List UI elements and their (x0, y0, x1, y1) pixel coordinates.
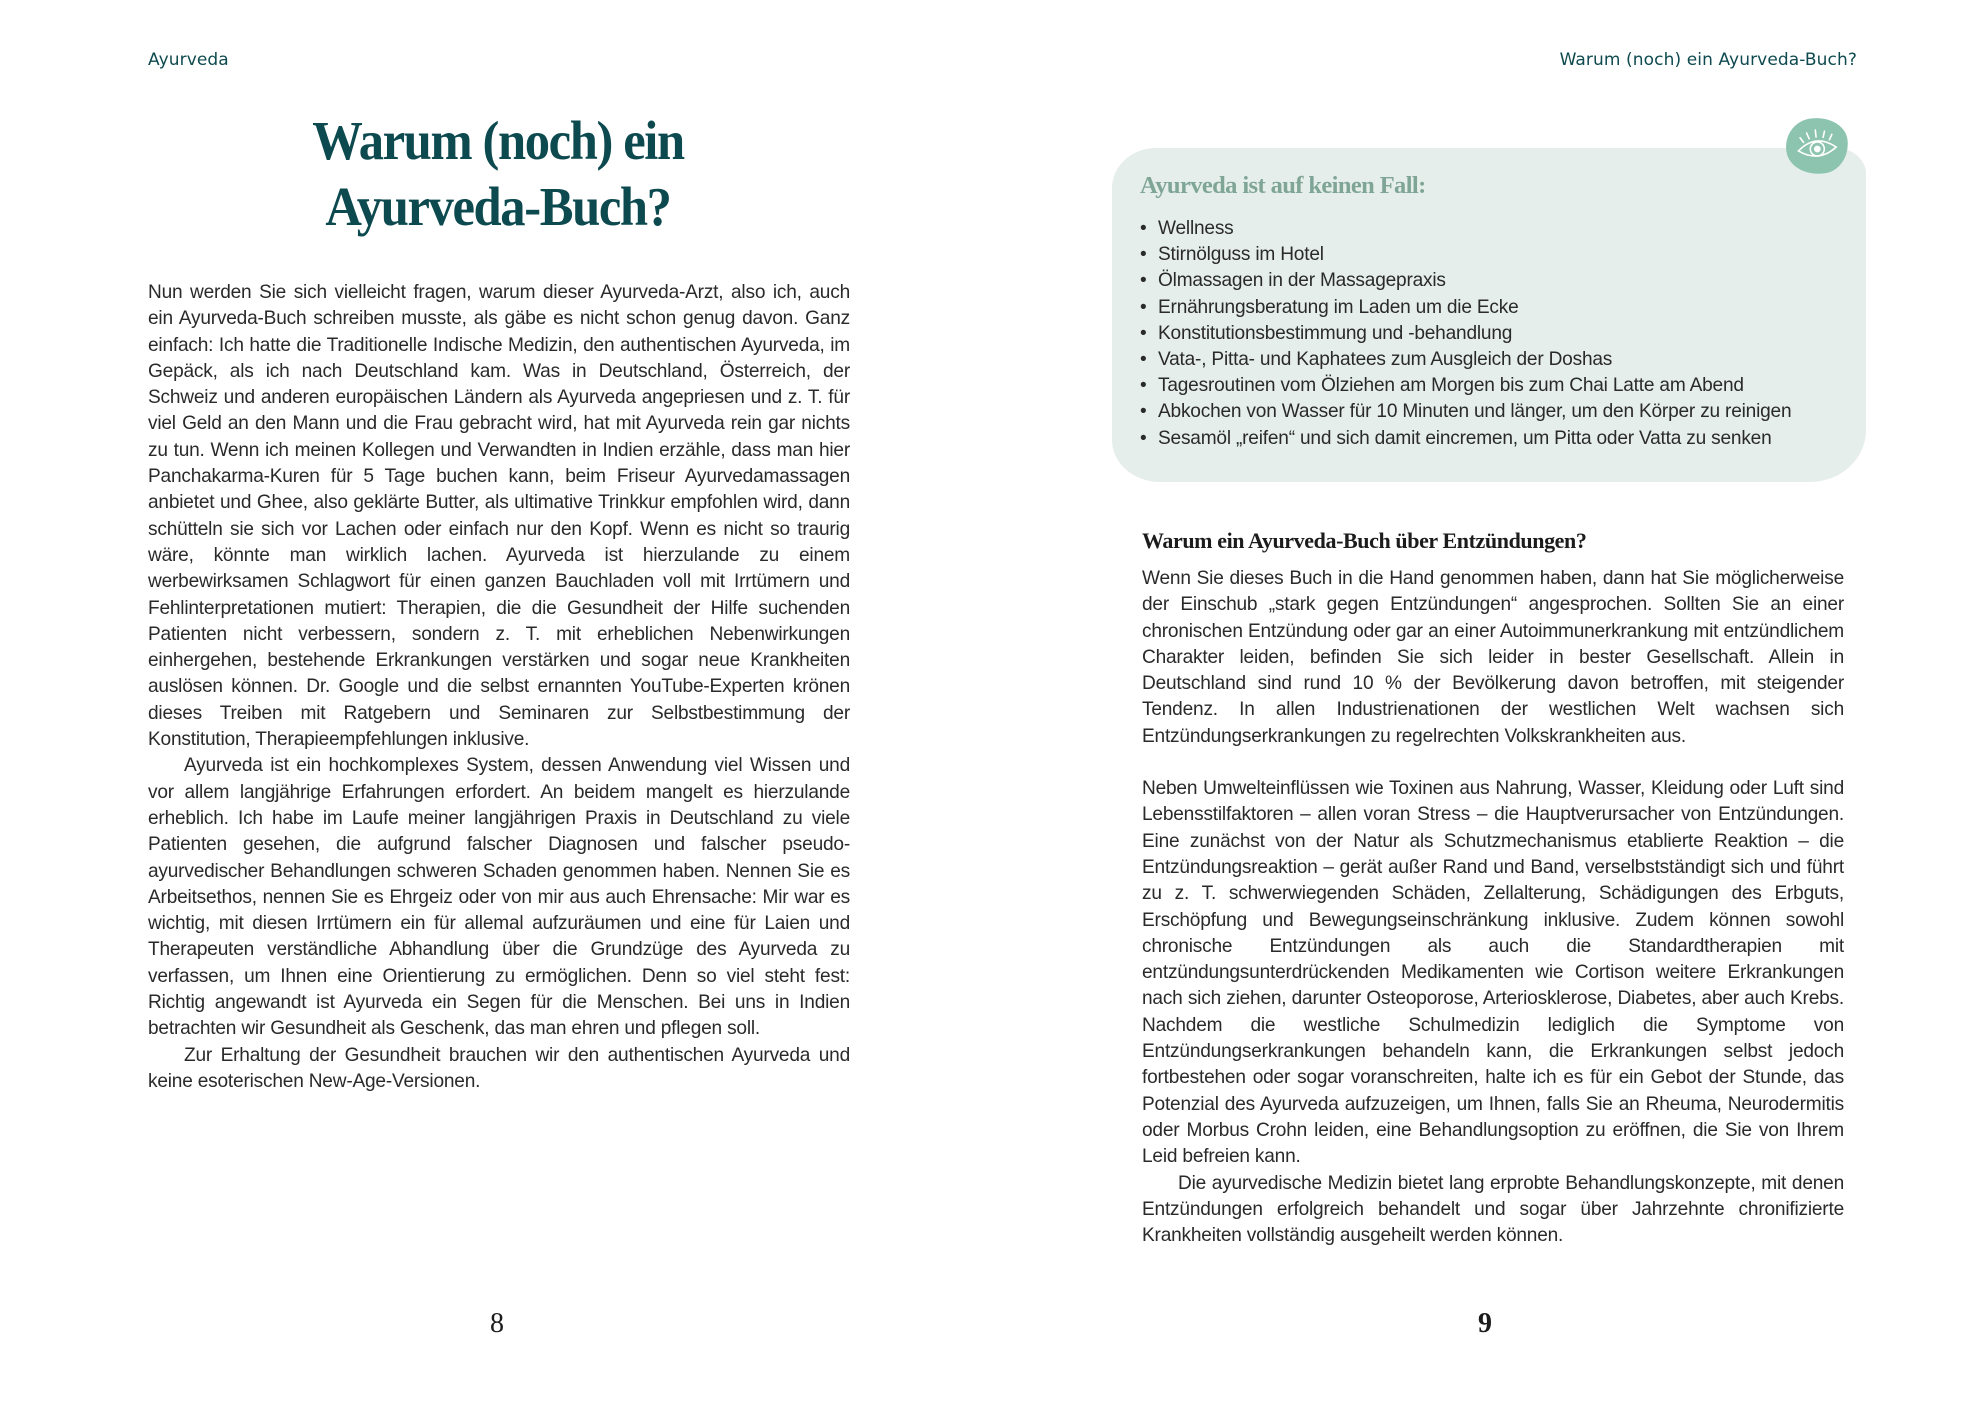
left-body-text (148, 280, 850, 1095)
running-head-right: Warum (noch) ein Ayurveda-Buch? (1559, 50, 1857, 70)
paragraph: Nun werden Sie sich vielleicht fragen, warum dieser Ayurveda-Arzt, also ich, auch ein Ayurveda-Buch schreiben musste, als gäbe es nicht schon genug davon. Ganz einfach: Ich hatte die Traditionelle Indische Medizin, den authentischen Ayurveda, im Gepäck, als ich nach Deutschland kam. Was in Deutschland, Österreich, der Schweiz und anderen europäischen Ländern als Ayurveda angepriesen und z. T. für viel Geld an den Mann und die Frau gebracht wird, hat mit Ayurveda rein gar nichts zu tun. Wenn ich meinen Kollegen und Verwandten in Indien erzähle, dass man hier Panchakarma-Kuren für 5 Tage buchen kann, beim Friseur Ayurvedamassagen anbietet und Ghee, also geklärte Butter, als ultimative Trinkkur empfohlen wird, dann schütteln sie sich vor Lachen oder einfach nur den Kopf. Wenn es nicht so traurig wäre, könnte man wirklich lachen. Ayurveda ist hierzulande zu einem werbewirksamen Schlagwort für einen ganzen Bauchladen voll mit Irrtümern und Fehlinterpretationen mutiert: Therapien, die die Gesundheit der Hilfe suchenden Patienten nicht verbessern, sondern z. T. mit erheblichen Nebenwirkungen einhergehen, bestehende Erkrankungen verstärken und sogar neue Krankheiten auslösen können. Dr. Google und die selbst ernannten YouTube-Experten krönen dieses Treiben mit Ratgebern und Seminaren zur Selbstbestimmung der Konstitution, Therapieempfehlungen inklusive. (148, 282, 850, 751)
chapter-title-line-1: Warum (noch) ein (312, 110, 684, 171)
list-item: • Sesamöl „reifen“ und sich damit eincremen, um Pitta oder Vatta zu senken (1140, 426, 1791, 452)
page-number-left: 8 (490, 1308, 504, 1339)
paragraph: Neben Umwelteinflüssen wie Toxinen aus Nahrung, Wasser, Kleidung oder Luft sind Lebensstilfaktoren – allen voran Stress – die Hauptverursacher von Entzündungen. Eine zunächst von der Natur als Schutzmechanismus etablierte Reaktion – die Entzündungsreaktion – gerät außer Rand und Band, verselbstständigt sich und führt zu z. T. schwerwiegenden Schäden, Zellalterung, Schädigungen des Erbguts, Erschöpfung und Bewegungseinschränkung inklusive. Zudem können sowohl chronische Entzündungen als auch die Standardtherapien mit entzündungsunterdrückenden Medikamenten wie Cortison weitere Erkrankungen nach sich ziehen, darunter Osteoporose, Arteriosklerose, Diabetes, aber auch Krebs. Nachdem die westliche Schulmedizin lediglich die Symptome von Entzündungserkrankungen behandeln kann, die Erkrankungen selbst jedoch fortbestehen oder sogar voranschreiten, halte ich es für ein Gebot der Stunde, das Potenzial des Ayurveda aufzuzeigen, um Ihnen, falls Sie an Rheuma, Neurodermitis oder Morbus Crohn leiden, eine Behandlungsoption zu eröffnen, die Sie von Ihrem Leid befreien kann. (1142, 778, 1844, 1168)
list-item: • Vata-, Pitta- und Kaphatees zum Ausgleich der Doshas (1140, 347, 1791, 373)
list-item: • Stirnölguss im Hotel (1140, 242, 1791, 268)
paragraph: Ayurveda ist ein hochkomplexes System, dessen Anwendung viel Wissen und vor allem langjährige Erfahrungen erfordert. An beidem mangelt es hierzulande erheblich. Ich habe im Laufe meiner langjährigen Praxis in Deutschland zu viele Patienten gesehen, die aufgrund falscher Diagnosen und falscher pseudo-ayurvedischer Behandlungen schweren Schaden genommen haben. Nennen Sie es Arbeitsethos, nennen Sie es Ehrgeiz oder von mir aus auch Ehrensache: Mir war es wichtig, mit diesen Irrtümern ein für allemal aufzuräumen und eine für Laien und Therapeuten verständliche Abhandlung über die Grundzüge des Ayurveda zu verfassen, um Ihnen eine Orientierung zu ermöglichen. Denn so viel steht fest: Richtig angewandt ist Ayurveda ein Segen für die Menschen. Bei uns in Indien betrachten wir Gesundheit als Geschenk, das man ehren und pflegen soll. (148, 755, 850, 1040)
paragraph: Zur Erhaltung der Gesundheit brauchen wir den authentischen Ayurveda und keine esoterischen New-Age-Versionen. (148, 1044, 850, 1092)
callout-heading: Ayurveda ist auf keinen Fall: (1140, 172, 1426, 199)
page-number-right: 9 (1478, 1308, 1492, 1339)
chapter-title (176, 108, 820, 240)
right-body-text (1142, 566, 1844, 1249)
chapter-title-line-2: Ayurveda-Buch? (325, 176, 671, 237)
list-item: • Ernährungsberatung im Laden um die Ecke (1140, 295, 1791, 321)
list-item: • Wellness (1140, 216, 1791, 242)
callout-list (1140, 216, 1791, 452)
list-item: • Konstitutionsbestimmung und -behandlung (1140, 321, 1791, 347)
callout-box (1112, 148, 1866, 482)
list-item: • Tagesroutinen vom Ölziehen am Morgen bis zum Chai Latte am Abend (1140, 373, 1791, 399)
list-item: • Abkochen von Wasser für 10 Minuten und länger, um den Körper zu reinigen (1140, 399, 1791, 425)
paragraph: Die ayurvedische Medizin bietet lang erprobte Behandlungskonzepte, mit denen Entzündungen erfolgreich behandelt und sogar über Jahrzehnte chronifizierte Krankheiten vollständig ausgeheilt werden können. (1142, 1172, 1844, 1247)
list-item: • Ölmassagen in der Massagepraxis (1140, 268, 1791, 294)
running-head-left: Ayurveda (148, 50, 229, 70)
paragraph: Wenn Sie dieses Buch in die Hand genommen haben, dann hat Sie möglicherweise der Einschub „stark gegen Entzündungen“ angesprochen. Sollten Sie an einer chronischen Entzündung oder gar an einer Autoimmunerkrankung mit entzündlichem Charakter leiden, befinden Sie sich leider in bester Gesellschaft. Allein in Deutschland sind rund 10 % der Bevölkerung davon betroffen, mit steigender Tendenz. In allen Industrienationen der westlichen Welt wachsen sich Entzündungserkrankungen zu regelrechten Volkskrankheiten aus. (1142, 568, 1844, 747)
section-heading: Warum ein Ayurveda-Buch über Entzündungen? (1142, 528, 1587, 553)
